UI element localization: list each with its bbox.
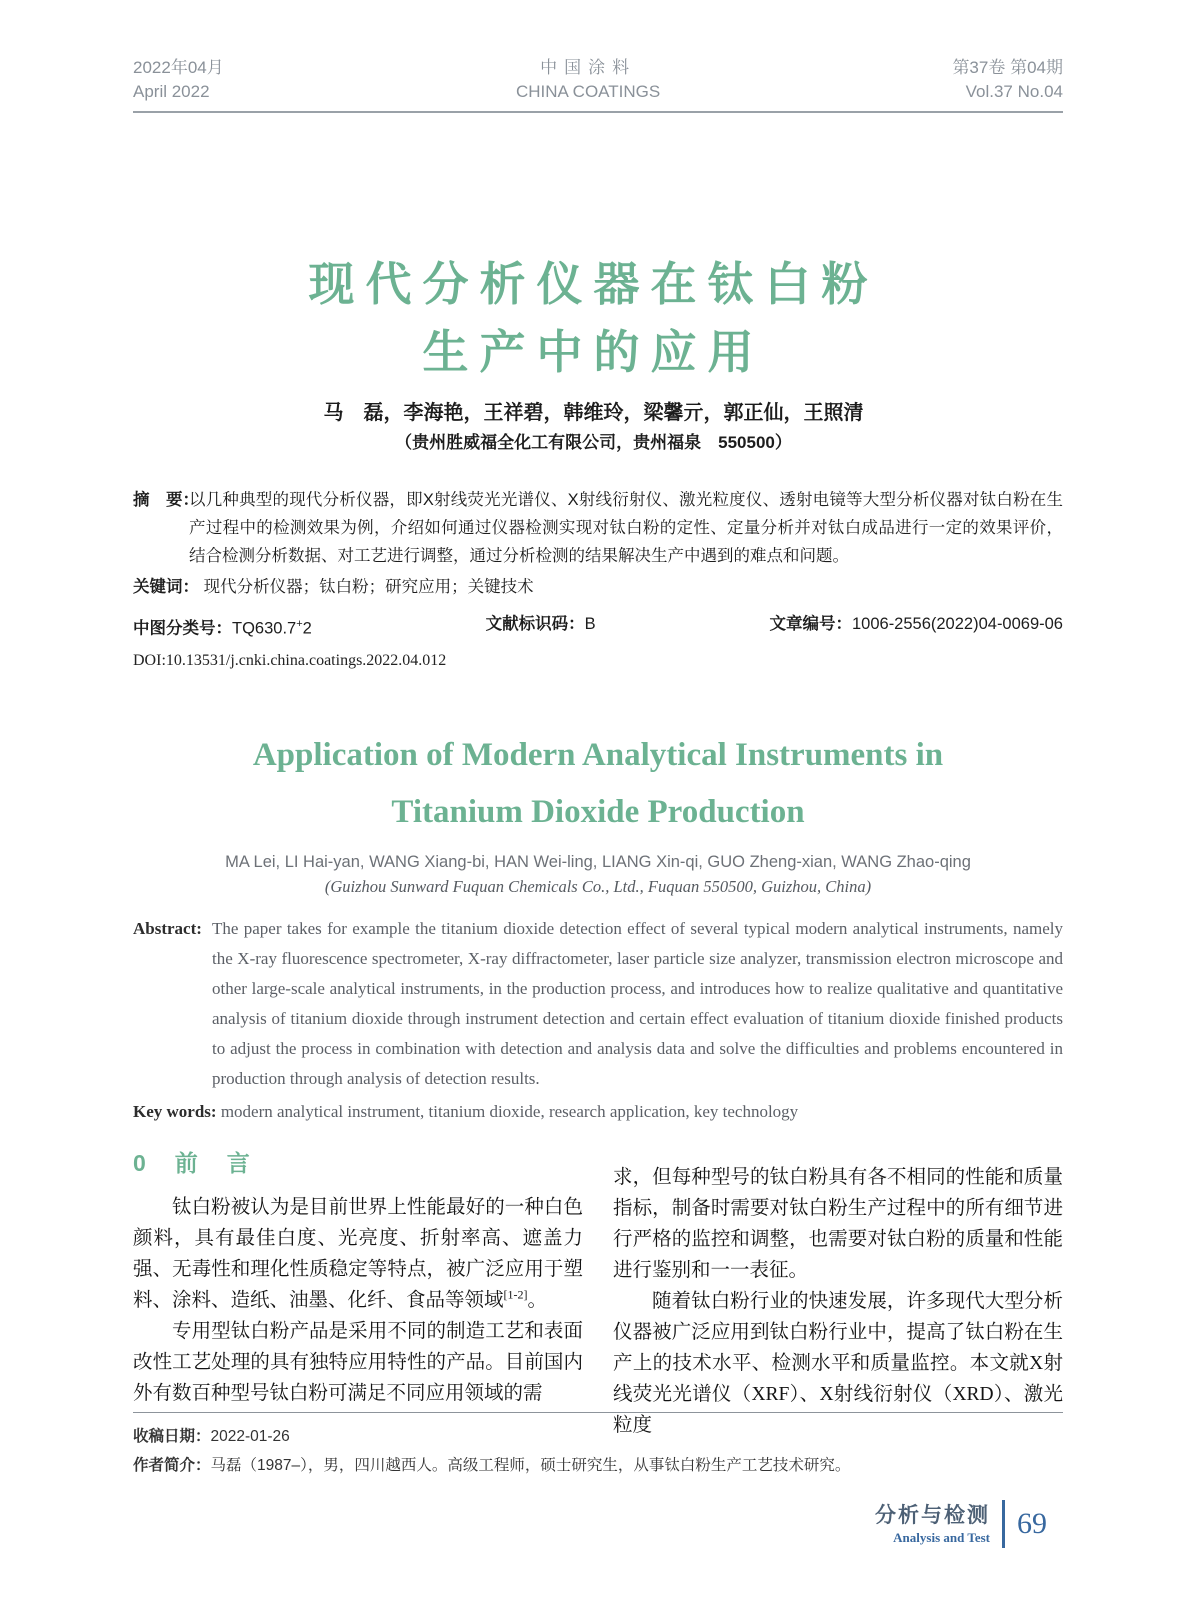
header-date-en: April 2022: [133, 82, 210, 101]
clc-base: TQ630.7: [232, 619, 297, 638]
body-columns: [133, 1146, 1063, 1441]
keywords-cn: [133, 573, 1063, 601]
document-code-value: B: [584, 615, 596, 633]
doi: DOI:10.13531/j.cnki.china.coatings.2022.04.012: [133, 651, 447, 669]
journal-name-cn: 中国涂料: [540, 58, 637, 77]
volume-en: Vol.37 No.04: [965, 82, 1063, 101]
document-code-label: 文献标识码：: [485, 615, 585, 633]
footer-column-en: Analysis and Test: [893, 1529, 990, 1545]
section-0-heading: 0 前 言: [133, 1150, 253, 1176]
header-date-cn: 2022年04月: [133, 58, 224, 77]
header-divider: [133, 111, 1063, 113]
keywords-en: [133, 1097, 1063, 1127]
affiliation-cn: （贵州胜威福全化工有限公司，贵州福泉 550500）: [395, 433, 792, 452]
paragraph-left-1-end: 。: [527, 1290, 548, 1311]
authors-cn: 马 磊，李海艳，王祥碧，韩维玲，梁馨亓，郭正仙，王照清: [323, 402, 864, 424]
article-number: [769, 611, 1063, 642]
body-column-left: [133, 1146, 583, 1441]
journal-name-en: CHINA COATINGS: [515, 82, 661, 101]
received-date-label: 收稿日期：: [133, 1428, 211, 1445]
header-volume: [952, 56, 1063, 104]
paragraph-right-2: 随着钛白粉行业的快速发展，许多现代大型分析仪器被广泛应用到钛白粉行业中，提高了钛白粉在生产上的技术水平、检测水平和质量监控。本文就X射线荧光光谱仪（XRF）、X射线衍射仪（XRD）、激光粒度: [613, 1291, 1063, 1436]
abstract-cn-text: 以几种典型的现代分析仪器，即X射线荧光光谱仪、X射线衍射仪、激光粒度仪、透射电镜等大型分析仪器对钛白粉在生产过程中的检测效果为例，介绍如何通过仪器检测实现对钛白粉的定性、定量分析并对钛白成品进行一定的效果评价，结合检测分析数据、对工艺进行调整，通过分析检测的结果解决生产中遇到的难点和问题。: [189, 491, 1063, 565]
affiliation-en: (Guizhou Sunward Fuquan Chemicals Co., Ltd., Fuquan 550500, Guizhou, China): [324, 877, 872, 896]
footnote-block: [133, 1412, 1063, 1480]
paragraph-left-1-text: 钛白粉被认为是目前世界上性能最好的一种白色颜料，具有最佳白度、光亮度、折射率高、遮盖力强、无毒性和理化性质稳定等特点，被广泛应用于塑料、涂料、造纸、油墨、化纤、食品等领域: [133, 1197, 583, 1311]
clc-number: [133, 611, 312, 642]
body-column-right: [613, 1146, 1063, 1441]
volume-cn: 第37卷 第04期: [952, 58, 1063, 77]
abstract-en-label: Abstract:: [133, 919, 202, 938]
keywords-cn-text: 现代分析仪器；钛白粉；研究应用；关键技术: [203, 578, 534, 596]
article-title-en: [133, 727, 1063, 841]
article-number-label: 文章编号：: [769, 615, 852, 633]
article-title-cn-line2: 生产中的应用: [422, 326, 765, 378]
author-bio-value: 马磊（1987–），男，四川越西人。高级工程师，硕士研究生，从事钛白粉生产工艺技术研究。: [210, 1457, 851, 1474]
footer-column-labels: [875, 1504, 990, 1545]
clc-tail: 2: [302, 619, 312, 638]
abstract-en-text: The paper takes for example the titanium dioxide detection effect of several typical modern analytical instruments, namely the X-ray fluorescence spectrometer, X-ray diffractometer, laser particle size analyzer, transmission electron microscope and other large-scale analytical instruments, in the production process, and introduces how to realize qualitative and quantitative analysis of titanium dioxide through instrument detection and certain effect evaluation of titanium dioxide finished products to adjust the process in combination with detection and analysis data and solve the difficulties and problems encountered in production through analysis of detection results.: [212, 919, 1063, 1088]
article-number-value: 1006-2556(2022)04-0069-06: [851, 615, 1063, 633]
article-title-cn-line1: 现代分析仪器在钛白粉: [308, 258, 879, 310]
footer-column-cn: 分析与检测: [875, 1503, 990, 1527]
footer-divider-bar: [1002, 1500, 1005, 1548]
paragraph-right-1: 求，但每种型号的钛白粉具有各不相同的性能和质量指标，制备时需要对钛白粉生产过程中的所有细节进行严格的监控和调整，也需要对钛白粉的质量和性能进行鉴别和一一表征。: [613, 1167, 1063, 1281]
clc-label: 中图分类号：: [133, 619, 232, 638]
keywords-en-text: modern analytical instrument, titanium dioxide, research application, key technology: [220, 1102, 799, 1121]
abstract-cn-label: 摘 要：: [133, 491, 199, 509]
classification-row: [133, 611, 1063, 642]
author-bio-label: 作者简介：: [133, 1457, 211, 1474]
document-code: [486, 611, 596, 642]
abstract-cn: [133, 486, 1063, 570]
chinese-meta-block: [133, 486, 1063, 670]
article-title-en-line1: Application of Modern Analytical Instruments in: [252, 737, 944, 773]
received-date-value: 2022-01-26: [210, 1428, 290, 1445]
authors-en: MA Lei, LI Hai-yan, WANG Xiang-bi, HAN Wei-ling, LIANG Xin-qi, GUO Zheng-xian, WANG Zhao-qing: [225, 853, 971, 871]
clc-sup: +: [296, 618, 303, 630]
paragraph-left-2: 专用型钛白粉产品是采用不同的制造工艺和表面改性工艺处理的具有独特应用特性的产品。目前国内外有数百种型号钛白粉可满足不同应用领域的需: [133, 1321, 583, 1404]
received-date-line: [133, 1422, 1063, 1451]
article-title-en-line2: Titanium Dioxide Production: [391, 794, 805, 830]
article-title-cn: [0, 250, 1187, 386]
paragraph-left-1: [133, 1192, 583, 1316]
keywords-en-label: Key words:: [133, 1102, 217, 1121]
abstract-en: [133, 914, 1063, 1094]
page-footer: [875, 1500, 1047, 1548]
header-journal-name: [516, 56, 660, 104]
header-date: [133, 56, 224, 104]
page-number: 69: [1017, 1507, 1047, 1540]
english-block: [133, 727, 1063, 1127]
keywords-cn-label: 关键词：: [133, 578, 199, 596]
citation-ref-1-2: [1-2]: [503, 1287, 528, 1302]
author-bio-line: [133, 1451, 1063, 1480]
journal-header: [133, 56, 1063, 104]
